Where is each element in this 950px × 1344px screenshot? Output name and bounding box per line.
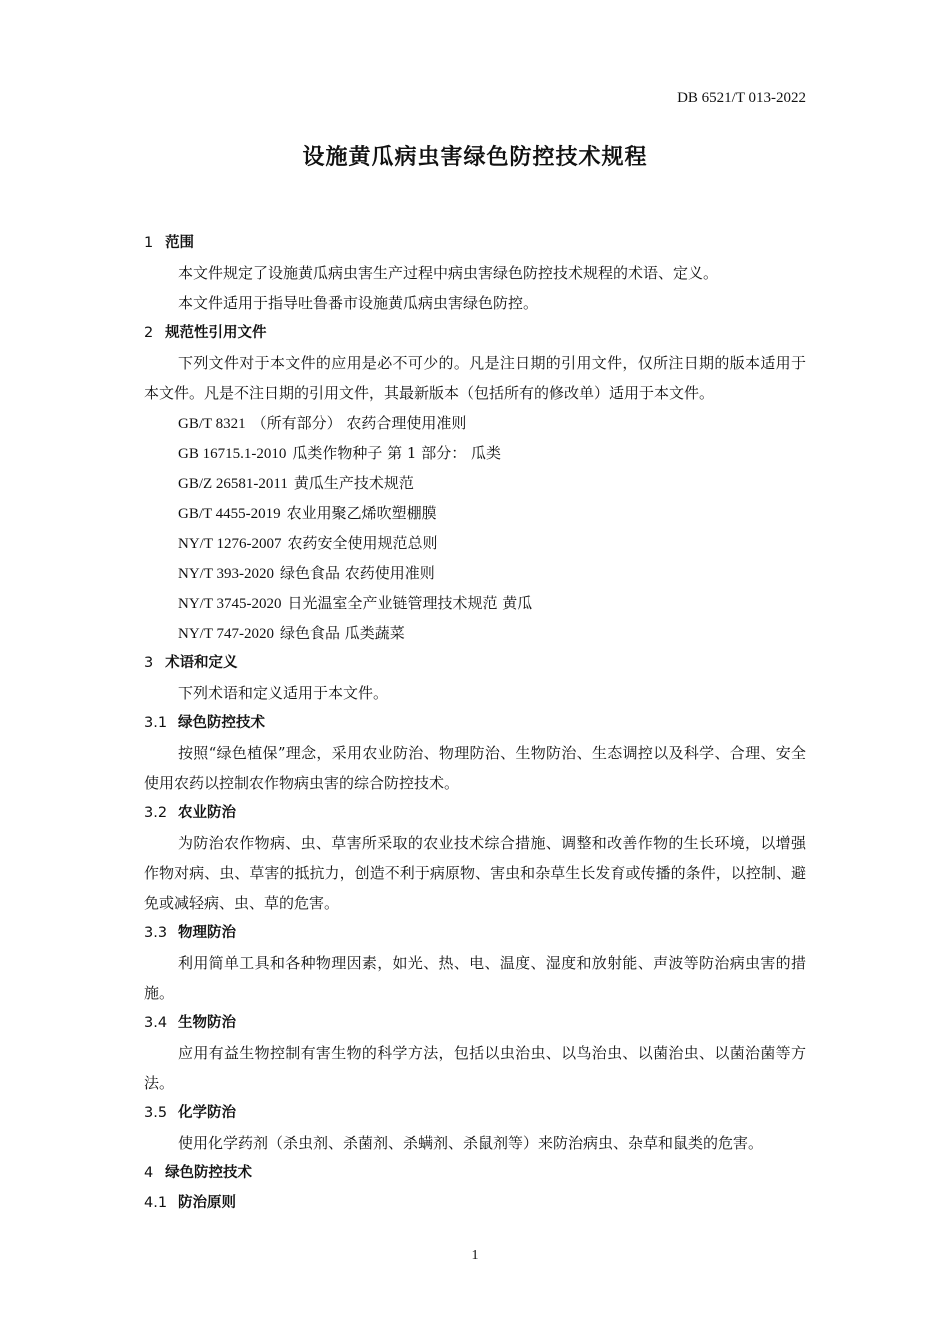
reference-item [144, 528, 806, 558]
paragraph: 为防治农作物病、虫、草害所采取的农业技术综合措施、调整和改善作物的生长环境，以增强作物对病、虫、草害的抵抗力，创造不利于病原物、害虫和杂草生长发育或传播的条件，以控制、避免或减轻病、虫、草的危害。 [144, 834, 806, 912]
heading-1 [144, 228, 806, 258]
reference-code: NY/T 3745-2020 [178, 596, 282, 612]
reference-title: 绿色食品 瓜类蔬菜 [279, 624, 405, 642]
reference-title: 农业用聚乙烯吹塑棚膜 [286, 504, 437, 522]
reference-title: 农药安全使用规范总则 [287, 534, 438, 552]
section-title: 化学防治 [178, 1105, 236, 1121]
reference-code: NY/T 1276-2007 [178, 536, 282, 552]
reference-code: NY/T 747-2020 [178, 626, 274, 642]
reference-title: 瓜类作物种子 第 1 部分： 瓜类 [292, 444, 501, 462]
reference-title: 绿色食品 农药使用准则 [279, 564, 435, 582]
reference-item [144, 588, 806, 618]
paragraph: 本文件规定了设施黄瓜病虫害生产过程中病虫害绿色防控技术规程的术语、定义。 [178, 264, 719, 282]
document-code: DB 6521/T 013-2022 [677, 90, 806, 106]
paragraph: 使用化学药剂（杀虫剂、杀菌剂、杀螨剂、杀鼠剂等）来防治病虫、杂草和鼠类的危害。 [178, 1134, 764, 1152]
reference-title: 日光温室全产业链管理技术规范 黄瓜 [287, 594, 533, 612]
paragraph: 利用简单工具和各种物理因素，如光、热、电、温度、湿度和放射能、声波等防治病虫害的措施。 [144, 954, 806, 1002]
heading-4 [144, 1158, 806, 1188]
section-title: 规范性引用文件 [165, 325, 267, 341]
reference-code: GB 16715.1-2010 [178, 446, 287, 462]
reference-code: GB/Z 26581-2011 [178, 476, 288, 492]
heading-3 [144, 648, 806, 678]
section-number: 3.1 [144, 715, 168, 731]
section-number: 3.4 [144, 1015, 168, 1031]
document-body [144, 228, 806, 1218]
heading-3-2 [144, 798, 806, 828]
section-number: 4 [144, 1165, 154, 1181]
heading-3-3 [144, 918, 806, 948]
reference-code: GB/T 4455-2019 [178, 506, 281, 522]
heading-3-1 [144, 708, 806, 738]
reference-title: （所有部分） 农药合理使用准则 [251, 414, 467, 432]
paragraph: 本文件适用于指导吐鲁番市设施黄瓜病虫害绿色防控。 [178, 294, 539, 312]
reference-title: 黄瓜生产技术规范 [293, 474, 414, 492]
section-title: 防治原则 [178, 1195, 236, 1211]
heading-3-5 [144, 1098, 806, 1128]
reference-item [144, 468, 806, 498]
section-number: 3 [144, 655, 154, 671]
paragraph: 下列文件对于本文件的应用是必不可少的。凡是注日期的引用文件，仅所注日期的版本适用于本文件。凡是不注日期的引用文件，其最新版本（包括所有的修改单）适用于本文件。 [144, 354, 806, 402]
section-title: 生物防治 [178, 1015, 236, 1031]
heading-3-4 [144, 1008, 806, 1038]
page-number: 1 [471, 1248, 479, 1263]
section-number: 1 [144, 235, 154, 251]
section-number: 3.3 [144, 925, 168, 941]
page-title: 设施黄瓜病虫害绿色防控技术规程 [302, 145, 648, 170]
section-number: 3.2 [144, 805, 168, 821]
reference-item [144, 618, 806, 648]
section-number: 4.1 [144, 1195, 168, 1211]
paragraph: 下列术语和定义适用于本文件。 [178, 684, 389, 702]
section-title: 范围 [165, 235, 195, 251]
section-title: 术语和定义 [165, 655, 238, 671]
reference-item [144, 408, 806, 438]
section-number: 3.5 [144, 1105, 168, 1121]
reference-code: GB/T 8321 [178, 416, 246, 432]
paragraph: 应用有益生物控制有害生物的科学方法，包括以虫治虫、以鸟治虫、以菌治虫、以菌治菌等方法。 [144, 1044, 806, 1092]
reference-code: NY/T 393-2020 [178, 566, 274, 582]
reference-item [144, 498, 806, 528]
section-title: 农业防治 [178, 805, 236, 821]
section-title: 绿色防控技术 [178, 715, 265, 731]
heading-4-1 [144, 1188, 806, 1218]
heading-2 [144, 318, 806, 348]
reference-item [144, 558, 806, 588]
paragraph: 按照“绿色植保”理念，采用农业防治、物理防治、生物防治、生态调控以及科学、合理、安全使用农药以控制农作物病虫害的综合防控技术。 [144, 744, 806, 792]
section-title: 绿色防控技术 [165, 1165, 253, 1181]
section-number: 2 [144, 325, 154, 341]
section-title: 物理防治 [178, 925, 236, 941]
reference-item [144, 438, 806, 468]
